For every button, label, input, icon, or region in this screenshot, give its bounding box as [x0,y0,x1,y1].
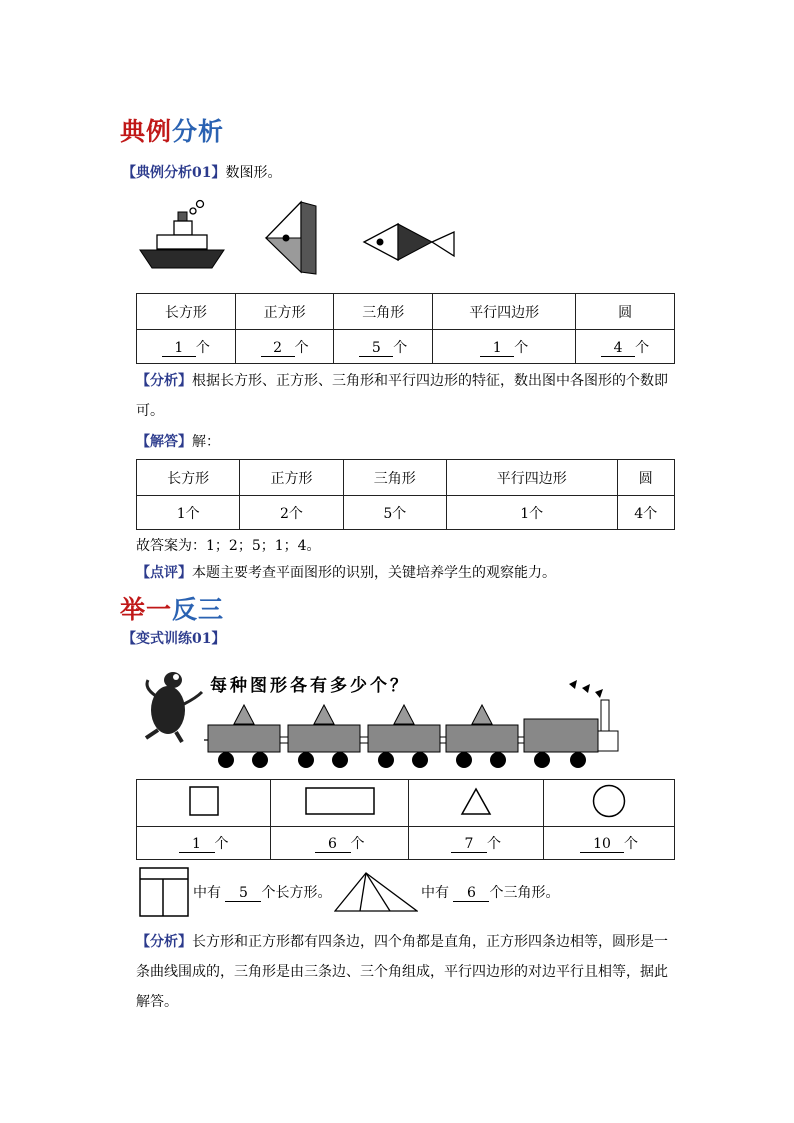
unit: 个 [350,836,365,852]
arrow-fish-figure [266,202,316,274]
variant-tag: 【变式训练01】 [122,631,226,647]
answer-blank: 1 [179,837,215,853]
circle-icon [592,784,626,818]
solution-cell: 1个 [137,496,240,530]
solution-table [136,459,675,530]
analysis-tag: 【分析】 [136,934,192,950]
solution-cell: 4个 [617,496,674,530]
answer-blank: 1 [162,341,196,357]
answer-cell [334,330,433,364]
comment [136,561,556,585]
analysis-line: 解答。 [136,994,178,1010]
header-circle: 圆 [576,294,675,330]
comment-text: 本题主要考查平面图形的识别，关键培养学生的观察能力。 [192,565,556,581]
answer-cell [271,827,409,860]
header-triangle: 三角形 [343,460,446,496]
solution-cell: 1个 [446,496,617,530]
shape-cell-triangle [409,780,544,827]
answer-blank: 6 [315,837,351,853]
section-title-part1: 典例 [120,117,173,146]
answer-blank: 2 [261,341,295,357]
section-title-part1: 举一 [120,595,173,624]
unit: 个 [393,339,408,356]
question-suffix: 个三角形。 [489,885,560,901]
shape-cell-rectangle [271,780,409,827]
cartoon-character [146,672,202,742]
solution-tag: 【解答】 [136,434,192,450]
header-rectangle: 长方形 [137,460,240,496]
section-title-part2: 分析 [172,117,225,146]
header-square: 正方形 [235,294,334,330]
solution-cell: 5个 [343,496,446,530]
shape-cell-circle [544,780,675,827]
example-tag: 【典例分析01】 [122,165,226,181]
arrow-marks [569,680,603,698]
final-answer: 故答案为：1；2；5；1；4。 [136,538,321,554]
example-figure [136,196,456,284]
header-triangle: 三角形 [334,294,433,330]
header-square: 正方形 [240,460,343,496]
answer-cell [137,827,271,860]
header-parallelogram: 平行四边形 [433,294,576,330]
unit: 个 [294,339,309,356]
example-heading [122,161,281,185]
unit: 个 [624,836,638,852]
question-prefix: 中有 [193,885,221,901]
section-title-example [120,112,224,148]
divided-rectangle-icon [139,867,189,917]
variant-analysis [136,927,681,1017]
unit: 个 [195,339,210,356]
comment-tag: 【点评】 [136,565,192,581]
rectangle-icon [305,787,375,815]
solution-cell: 2个 [240,496,343,530]
speech-text: 每种图形各有多少个？ [210,676,410,696]
triangle-icon [460,787,492,815]
example-analysis [136,366,681,426]
train-cars [204,700,618,768]
analysis-tag: 【分析】 [136,373,192,389]
section-title-practice [120,590,224,626]
question-suffix: 个长方形。 [261,885,332,901]
analysis-line: 条曲线围成的，三角形是由三条边、三个角组成，平行四边形的对边平行且相等，据此 [136,964,668,980]
answer-blank: 5 [359,341,393,357]
section-title-part2: 反三 [172,595,225,624]
answer-cell [235,330,334,364]
answer-blank: 1 [480,341,514,357]
answer-cell [137,330,236,364]
unit: 个 [514,339,529,356]
example-answer-table [136,293,675,364]
header-circle: 圆 [617,460,674,496]
train-figure [136,658,620,772]
analysis-line: 可。 [136,403,164,419]
analysis-line: 长方形和正方形都有四条边，四个角都是直角，正方形四条边相等，圆形是一 [192,934,668,950]
answer-blank: 7 [451,837,487,853]
shape-cell-square [137,780,271,827]
unit: 个 [487,836,501,852]
question-prefix: 中有 [421,885,449,901]
header-rectangle: 长方形 [137,294,236,330]
square-icon [189,786,219,816]
answer-cell [409,827,544,860]
answer-blank: 4 [601,341,635,357]
variant-answer-table [136,779,675,860]
question-triangles [421,881,559,905]
answer-blank: 6 [453,886,489,902]
example-prompt: 数图形。 [225,165,282,181]
header-parallelogram: 平行四边形 [446,460,617,496]
unit: 个 [214,836,229,852]
answer-cell [544,827,675,860]
question-rectangles [193,881,331,905]
fish-figure [364,224,454,260]
answer-blank: 10 [580,837,624,853]
analysis-line: 根据长方形、正方形、三角形和平行四边形的特征，数出图中各图形的个数即 [192,373,668,389]
unit: 个 [635,339,650,356]
answer-blank: 5 [225,886,261,902]
variant-heading [122,627,225,651]
boat-figure [140,201,224,269]
divided-triangle-icon [334,872,418,912]
answer-cell [433,330,576,364]
answer-cell [576,330,675,364]
solution-heading [136,430,220,454]
solution-text: 解： [192,434,220,450]
